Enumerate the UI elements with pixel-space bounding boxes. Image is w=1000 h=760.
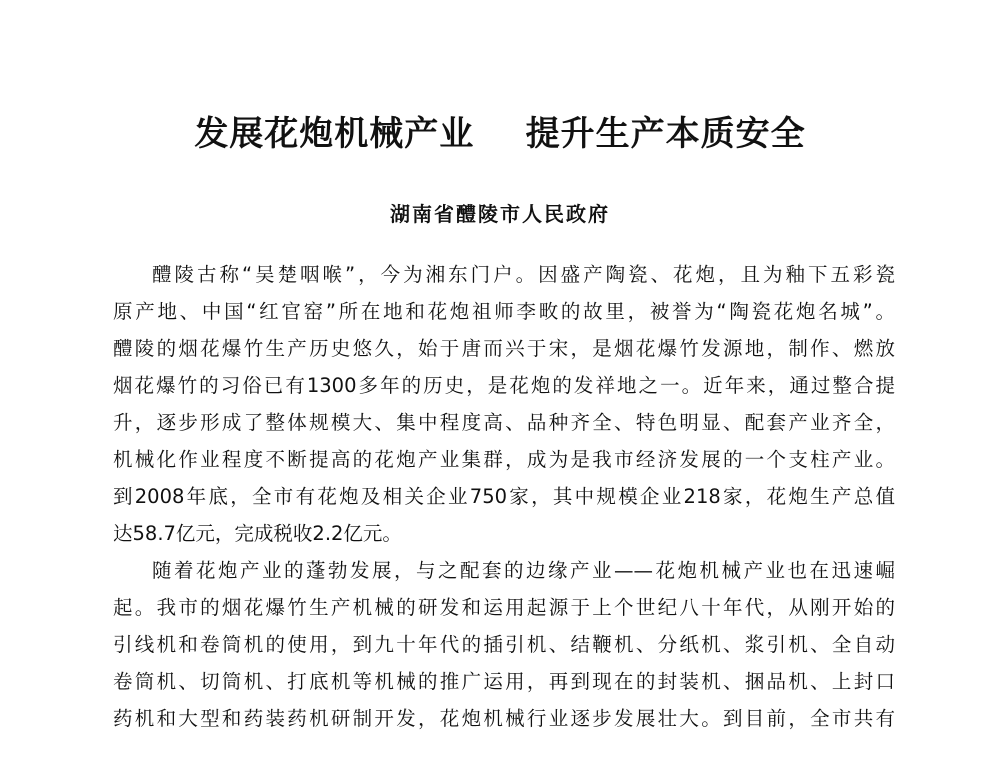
paragraph-1 — [113, 256, 895, 552]
document-body — [113, 256, 895, 737]
paragraph-line: 达58.7亿元，完成税收2.2亿元。 — [113, 522, 402, 545]
paragraph-line: 引线机和卷筒机的使用，到九十年代的插引机、结鞭机、分纸机、浆引机、全自动 — [113, 633, 895, 656]
paragraph-line: 到2008年底，全市有花炮及相关企业750家，其中规模企业218家，花炮生产总值 — [113, 485, 895, 508]
paragraph-line: 药机和大型和药装药机研制开发，花炮机械行业逐步发展壮大。到目前，全市共有 — [113, 707, 895, 730]
paragraph-line: 烟花爆竹的习俗已有1300多年的历史，是花炮的发祥地之一。近年来，通过整合提 — [113, 374, 895, 397]
document-title: 发展花炮机械产业 提升生产本质安全 — [194, 114, 806, 154]
paragraph-line: 升，逐步形成了整体规模大、集中程度高、品种齐全、特色明显、配套产业齐全， — [113, 411, 895, 434]
paragraph-line: 醴陵古称“吴楚咽喉”，今为湘东门户。因盛产陶瓷、花炮，且为釉下五彩瓷 — [152, 263, 895, 286]
paragraph-2 — [113, 552, 895, 737]
paragraph-line: 随着花炮产业的蓬勃发展，与之配套的边缘产业——花炮机械产业也在迅速崛 — [152, 559, 895, 582]
document-author: 湖南省醴陵市人民政府 — [390, 202, 610, 226]
paragraph-line: 起。我市的烟花爆竹生产机械的研发和运用起源于上个世纪八十年代，从刚开始的 — [113, 596, 895, 619]
paragraph-line: 机械化作业程度不断提高的花炮产业集群，成为是我市经济发展的一个支柱产业。 — [113, 448, 895, 471]
paragraph-line: 醴陵的烟花爆竹生产历史悠久，始于唐而兴于宋，是烟花爆竹发源地，制作、燃放 — [113, 337, 895, 360]
paragraph-line: 卷筒机、切筒机、打底机等机械的推广运用，再到现在的封装机、捆品机、上封口 — [113, 670, 895, 693]
paragraph-line: 原产地、中国“红官窑”所在地和花炮祖师李畋的故里，被誉为“陶瓷花炮名城”。 — [113, 300, 895, 323]
